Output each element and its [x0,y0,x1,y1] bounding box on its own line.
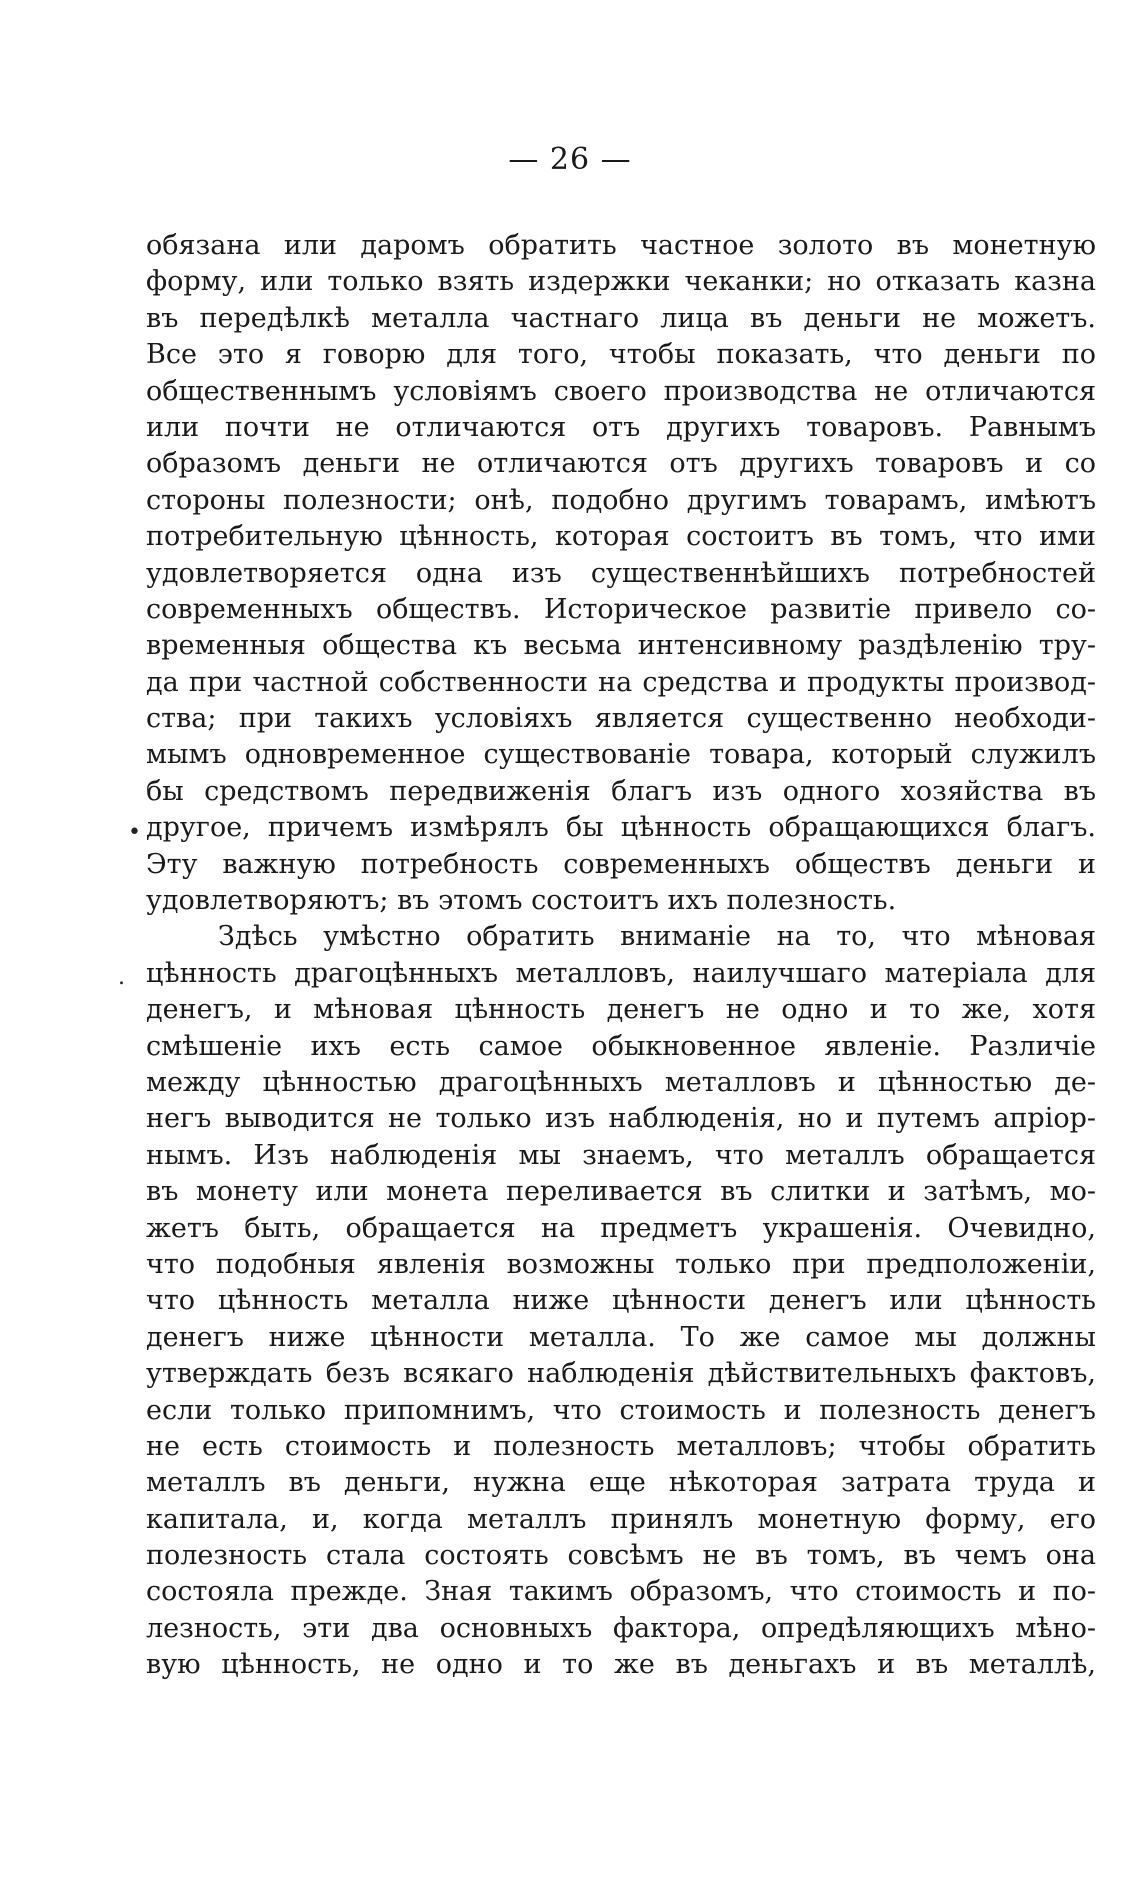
text-line: металлъ въ деньги, нужна еще нѣкоторая затрата труда и [146,1467,1096,1499]
text-line: Эту важную потребность современныхъ обществъ деньги и [146,848,1096,880]
text-line: не есть стоимость и полезность металловъ; чтобы обратить [146,1430,1096,1462]
text-line: состояла прежде. Зная такимъ образомъ, что стоимость и по- [146,1576,1096,1608]
text-line: лезность, эти два основныхъ фактора, опредѣляющихъ мѣно- [146,1612,1096,1644]
text-line: денегъ ниже цѣнности металла. То же самое мы должны [146,1321,1096,1353]
text-line: капитала, и, когда металлъ принялъ монетную форму, его [146,1503,1096,1535]
text-line: да при частной собственности на средства и продукты производ- [146,666,1096,698]
text-line: удовлетворяютъ; въ этомъ состоитъ ихъ полезность. [146,885,897,917]
text-line: Здѣсь умѣстно обратить вниманіе на то, что мѣновая [218,921,1096,953]
text-line: денегъ, и мѣновая цѣнность денегъ не одно и то же, хотя [146,994,1096,1026]
margin-mark-dot: . [118,965,125,990]
text-line: полезность стала состоять совсѣмъ не въ томъ, въ чемъ она [146,1540,1096,1572]
text-line: что цѣнность металла ниже цѣнности денегъ или цѣнность [146,1285,1096,1317]
text-line: потребительную цѣнность, которая состоитъ въ томъ, что ими [146,521,1096,553]
text-line: утверждать безъ всякаго наблюденія дѣйствительныхъ фактовъ, [146,1358,1096,1390]
body-text [146,228,1096,1684]
text-line: или почти не отличаются отъ другихъ товаровъ. Равнымъ [146,411,1096,443]
text-line: обязана или даромъ обратить частное золото въ монетную [146,230,1096,261]
text-line: что подобныя явленія возможны только при предположеніи, [146,1248,1096,1280]
text-line: временныя общества къ весьма интенсивному раздѣленію тру- [146,630,1096,662]
text-line: между цѣнностью драгоцѣнныхъ металловъ и цѣнностью де- [146,1066,1096,1098]
text-line: Все это я говорю для того, чтобы показать, что деньги по [146,339,1096,371]
text-line: другое, причемъ измѣрялъ бы цѣнность обращающихся благъ. [146,812,1096,844]
text-line: современныхъ обществъ. Историческое развитіе привело со- [146,593,1096,625]
text-line: негъ выводится не только изъ наблюденія, но и путемъ апріор- [146,1103,1096,1135]
text-line: вую цѣнность, не одно и то же въ деньгахъ и въ металлѣ, [146,1649,1096,1681]
text-line: образомъ деньги не отличаются отъ другихъ товаровъ и со [146,448,1096,480]
text-line: цѣнность драгоцѣнныхъ металловъ, наилучшаго матеріала для [146,957,1096,989]
text-line: смѣшеніе ихъ есть самое обыкновенное явленіе. Различіе [146,1030,1096,1062]
text-line: удовлетворяется одна изъ существеннѣйшихъ потребностей [146,557,1096,589]
text-line: ства; при такихъ условіяхъ является существенно необходи- [146,703,1096,735]
text-line: въ монету или монета переливается въ слитки и затѣмъ, мо- [146,1176,1096,1208]
text-line: общественнымъ условіямъ своего производства не отличаются [146,375,1096,407]
text-line: бы средствомъ передвиженія благъ изъ одного хозяйства въ [146,775,1096,807]
text-line: стороны полезности; онѣ, подобно другимъ товарамъ, имѣютъ [146,484,1096,516]
text-line: жетъ быть, обращается на предметъ украшенія. Очевидно, [146,1212,1096,1244]
text-line: если только припомнимъ, что стоимость и полезность денегъ [146,1394,1096,1426]
text-line: форму, или только взять издержки чеканки; но отказать казна [146,266,1096,298]
text-line: мымъ одновременное существованіе товара, который служилъ [146,739,1096,771]
text-line: въ передѣлкѣ металла частнаго лица въ деньги не можетъ. [146,302,1096,334]
text-line: нымъ. Изъ наблюденія мы знаемъ, что металлъ обращается [146,1139,1096,1171]
margin-mark-dot: • [128,820,141,845]
page-number: — 26 — [508,142,632,177]
